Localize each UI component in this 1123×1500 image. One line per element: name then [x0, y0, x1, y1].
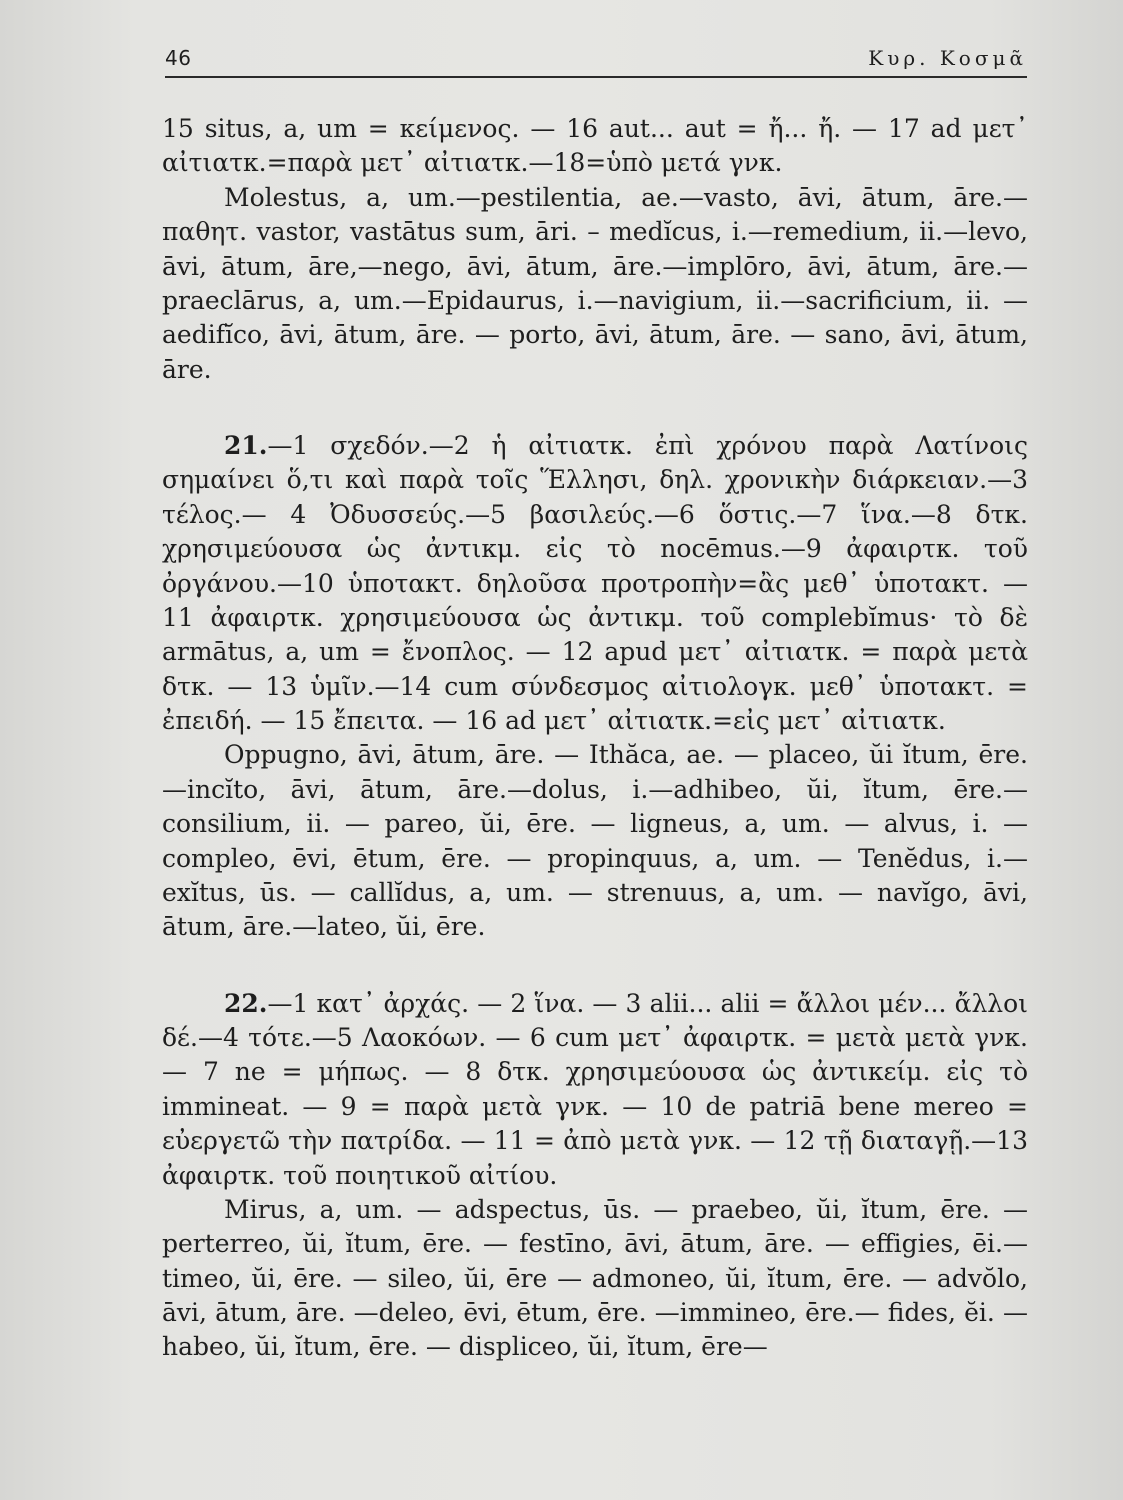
vocabulary-section-22: Mirus, a, um. — adspectus, ūs. — praebeo, ŭi, ĭtum, ēre. — perterreo, ŭi, ĭtum, ēre. — festīno, āvi, ātum, āre. — effigies, ēi.—timeo, ŭi, ēre. — sileo, ŭi, ēre — admoneo, ŭi, ĭtum, ēre. — advŏlo, āvi, ātum, āre. —deleo, ēvi, ētum, ēre. —immineo, ēre.— fides, ĕi. — habeo, ŭi, ĭtum, ēre. — displiceo, ŭi, ĭtum, ēre—	[162, 1194, 1028, 1362]
running-head: Κυρ. Κοσμᾶ	[868, 46, 1027, 70]
notes-section-21	[162, 429, 1028, 738]
page-header	[165, 40, 1027, 74]
page-body	[162, 112, 1028, 1365]
notes-section-22	[162, 987, 1028, 1193]
header-rule	[165, 76, 1027, 78]
page-number: 46	[165, 46, 192, 70]
section-number-22: 22.	[224, 988, 268, 1018]
notes-text-22: —1 κατ᾽ ἀρχάς. — 2 ἵνα. — 3 alii... alii = ἄλλοι μέν... ἄλλοι δέ.—4 τότε.—5 Λαοκόων. — 6 cum μετ᾽ ἀφαιρτκ. = μετὰ μετὰ γνκ. — 7 ne = μήπως. — 8 δτκ. χρησιμεύουσα ὡς ἀντικείμ. εἰς τὸ immineat. — 9 = παρὰ μετὰ γνκ. — 10 de patriā bene mereo = εὐεργετῶ τὴν πατρίδα. — 11 = ἀπὸ μετὰ γνκ. — 12 τῇ διαταγῇ.—13 ἀφαιρτκ. τοῦ ποιητικοῦ αἰτίου.	[162, 988, 1028, 1190]
notes-section-20-end: 15 situs, a, um = κείμενος. — 16 aut... aut = ἤ... ἤ. — 17 ad μετ᾽ αἰτιατκ.=παρὰ μετ᾽ αἰτιατκ.—18=ὑπὸ μετά γνκ.	[162, 114, 1028, 178]
notes-text-21: —1 σχεδόν.—2 ἡ αἰτιατκ. ἐπὶ χρόνου παρὰ Λατίνοις σημαίνει ὅ,τι καὶ παρὰ τοῖς Ἕλλησι, δηλ. χρονικὴν διάρκειαν.—3 τέλος.— 4 Ὀδυσσεύς.—5 βασιλεύς.—6 ὅστις.—7 ἵνα.—8 δτκ. χρησιμεύουσα ὡς ἀντικμ. εἰς τὸ nocēmus.—9 ἀφαιρτκ. τοῦ ὀργάνου.—10 ὑποτακτ. δηλοῦσα προτροπὴν=ἂς μεθ᾽ ὑποτακτ. — 11 ἀφαιρτκ. χρησιμεύουσα ὡς ἀντικμ. τοῦ complebĭmus· τὸ δὲ armātus, a, um = ἔνοπλος. — 12 apud μετ᾽ αἰτιατκ. = παρὰ μετὰ δτκ. — 13 ὑμῖν.—14 cum σύνδεσμος αἰτιολογκ. μεθ᾽ ὑποτακτ. = ἐπειδή. — 15 ἔπειτα. — 16 ad μετ᾽ αἰτιατκ.=εἰς μετ᾽ αἰτιατκ.	[162, 431, 1028, 735]
section-number-21: 21.	[224, 431, 268, 460]
vocabulary-section-20: Molestus, a, um.—pestilentia, ae.—vasto, āvi, ātum, āre.—παθητ. vastor, vastātus sum, āri. – medĭcus, i.—remedium, ii.—levo, āvi, ātum, āre,—nego, āvi, ātum, āre.—implōro, āvi, ātum, āre.—praeclārus, a, um.—Epidaurus, i.—navigium, ii.—sacrificium, ii. — aedifĭco, āvi, ātum, āre. — porto, āvi, ātum, āre. — sano, āvi, ātum, āre.	[162, 182, 1028, 384]
vocabulary-section-21: Oppugno, āvi, ātum, āre. — Ithăca, ae. — placeo, ŭi ĭtum, ēre.—incĭto, āvi, ātum, āre.—dolus, i.—adhibeo, ŭi, ĭtum, ēre.—consilium, ii. — pareo, ŭi, ēre. — ligneus, a, um. — alvus, i. — compleo, ēvi, ētum, ēre. — propinquus, a, um. — Tenĕdus, i.— exĭtus, ūs. — callĭdus, a, um. — strenuus, a, um. — navĭgo, āvi, ātum, āre.—lateo, ŭi, ēre.	[162, 740, 1028, 942]
